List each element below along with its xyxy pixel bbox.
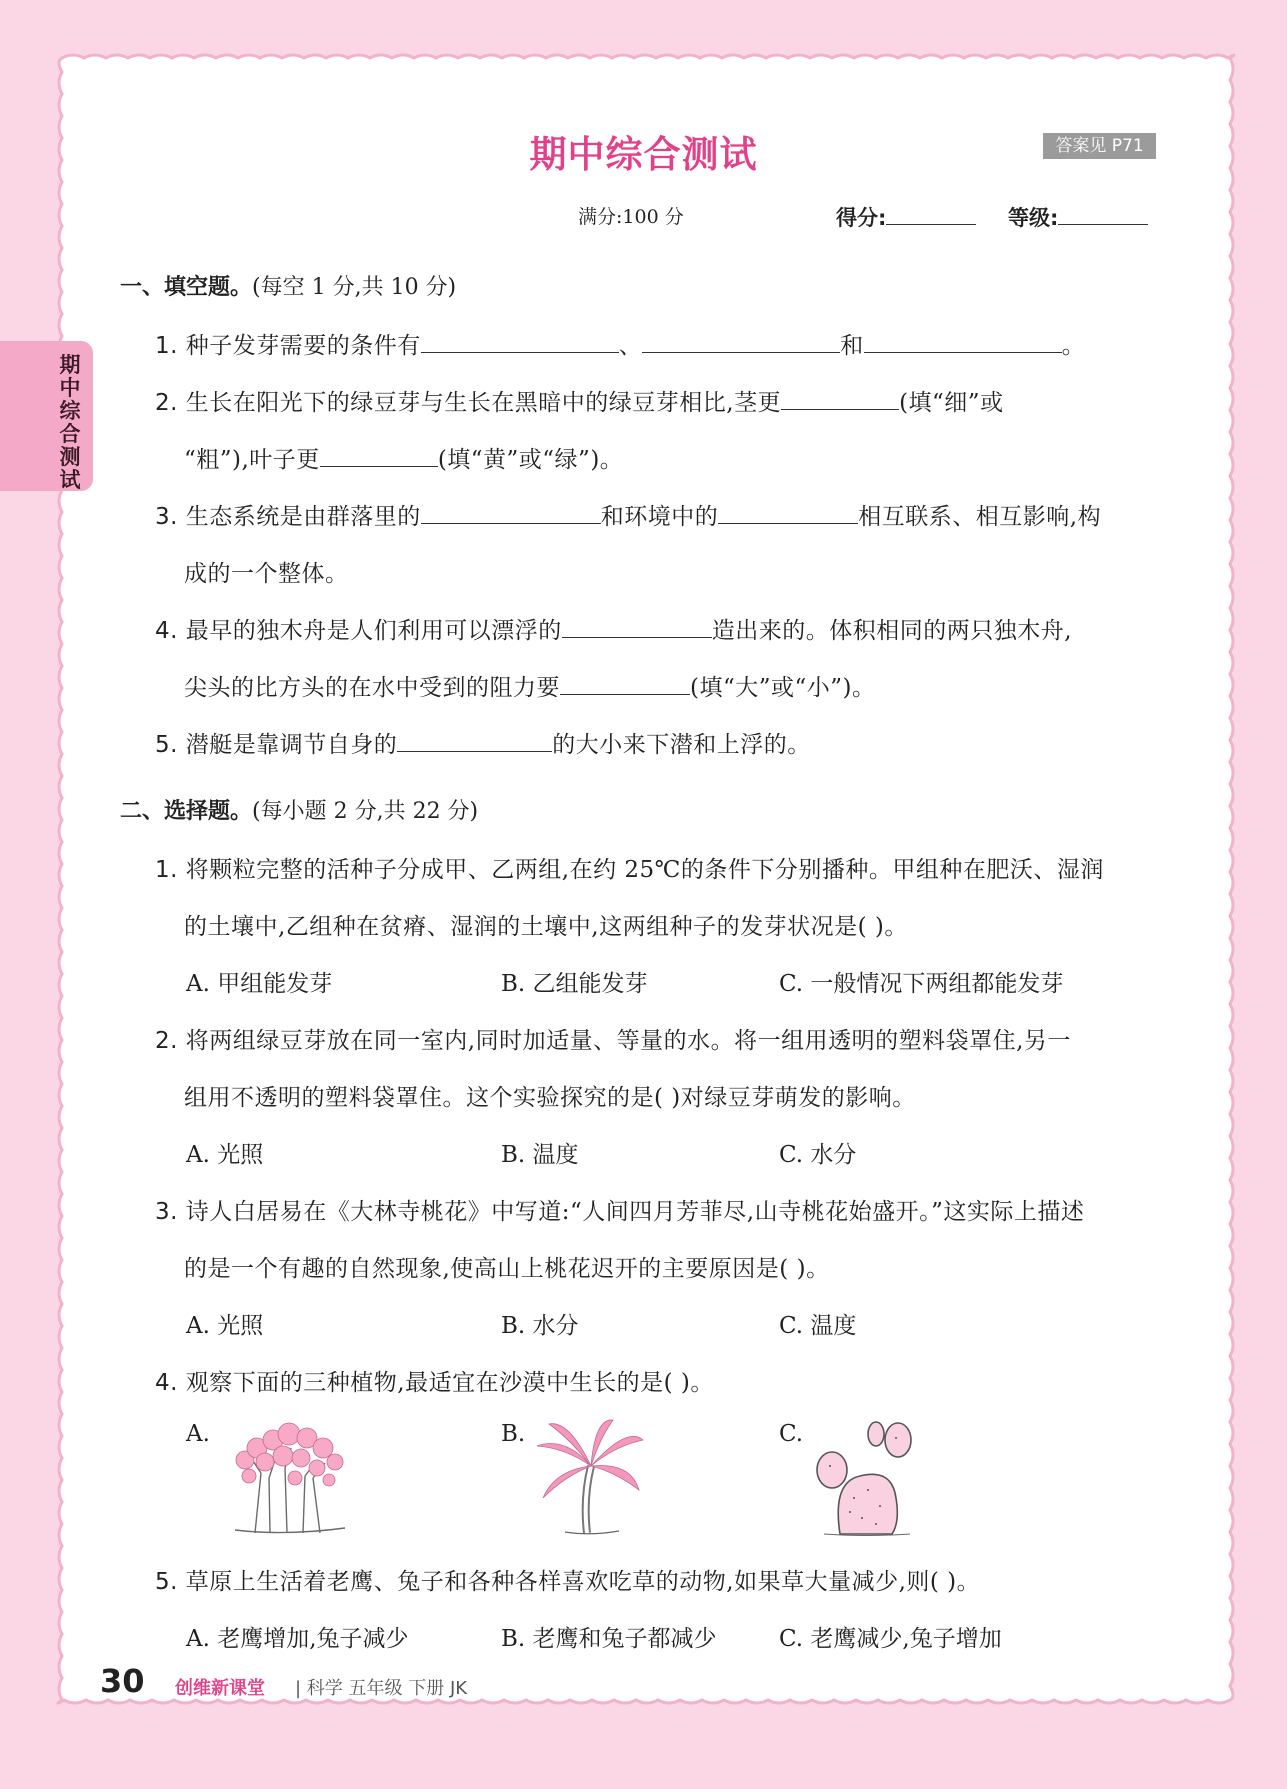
s2-q4-line1 (155, 1364, 714, 1397)
s1-q3-line2 (184, 555, 349, 588)
question-text: 最早的独木舟是人们利用可以漂浮的 (185, 618, 562, 644)
answer-blank[interactable] (642, 328, 840, 353)
section2-note: (每小题 2 分,共 22 分) (252, 799, 479, 824)
question-text: 种子发芽需要的条件有 (185, 333, 421, 359)
full-score: 满分:100 分 (578, 206, 684, 228)
score-field (836, 200, 976, 232)
question-text: “粗”),叶子更 (184, 447, 320, 473)
question-text: 观察下面的三种植物,最适宜在沙漠中生长的是( )。 (185, 1370, 714, 1396)
question-text: 诗人白居易在《大林寺桃花》中写道:“人间四月芳菲尽,山寺桃花始盛开。”这实际上描述 (185, 1199, 1085, 1225)
s1-q3-line1 (155, 498, 1101, 531)
s2-q1-line2 (184, 908, 908, 941)
section2-heading (120, 794, 478, 825)
question-text: 成的一个整体。 (184, 561, 349, 587)
question-text: 和环境中的 (600, 504, 719, 530)
question-text: (填“黄”或“绿”)。 (437, 447, 624, 473)
score-label: 得分: (836, 206, 887, 230)
question-number: 1. (155, 857, 178, 883)
score-row (578, 202, 1157, 232)
option-a[interactable]: A. 甲组能发芽 (186, 971, 333, 997)
score-blank[interactable] (886, 200, 976, 225)
option-b[interactable]: B. (501, 1421, 526, 1447)
answer-blank[interactable] (718, 499, 858, 524)
question-number: 2. (155, 1028, 178, 1054)
question-text: 的是一个有趣的自然现象,使高山上桃花迟开的主要原因是( )。 (184, 1256, 830, 1282)
question-number: 5. (155, 1569, 178, 1595)
footer-brand: 创维新课堂 (175, 1678, 265, 1699)
option-b[interactable]: B. 乙组能发芽 (501, 971, 648, 997)
answer-reference-badge: 答案见 P71 (1043, 133, 1156, 159)
question-text: 和 (840, 333, 864, 359)
grade-blank[interactable] (1058, 200, 1148, 225)
page-footer (100, 1662, 800, 1706)
option-a[interactable]: A. 光照 (186, 1313, 264, 1339)
question-text: 生长在阳光下的绿豆芽与生长在黑暗中的绿豆芽相比,茎更 (185, 390, 782, 416)
s2-q3-line2 (184, 1250, 830, 1283)
s2-q5-line1 (155, 1563, 980, 1596)
s2-q2-line1 (155, 1022, 1071, 1055)
grade-label: 等级: (1008, 206, 1059, 230)
option-c[interactable]: C. 老鹰减少,兔子增加 (779, 1626, 1002, 1652)
option-b[interactable]: B. 温度 (501, 1142, 579, 1168)
question-text: 相互联系、相互影响,构 (858, 504, 1102, 530)
side-tab-label: 期中综合测试 (59, 353, 81, 492)
question-text: 组用不透明的塑料袋罩住。这个实验探究的是( )对绿豆芽萌发的影响。 (184, 1085, 916, 1111)
question-number: 1. (155, 333, 178, 359)
answer-blank[interactable] (421, 328, 619, 353)
section1-heading (120, 270, 456, 301)
answer-blank[interactable] (421, 499, 601, 524)
question-text: 生态系统是由群落里的 (185, 504, 421, 530)
question-number: 3. (155, 504, 178, 530)
s1-q2-line1 (155, 384, 1004, 417)
palm-tree-icon (535, 1418, 645, 1536)
question-text: (填“大”或“小”)。 (690, 675, 876, 701)
question-number: 3. (155, 1199, 178, 1225)
question-text: 。 (1061, 333, 1086, 359)
grade-field (1008, 200, 1148, 232)
question-text: 将两组绿豆芽放在同一室内,同时加适量、等量的水。将一组用透明的塑料袋罩住,另一 (185, 1028, 1071, 1054)
s1-q1 (155, 327, 1085, 360)
answer-blank[interactable] (320, 442, 438, 467)
answer-blank[interactable] (397, 727, 552, 752)
question-number: 2. (155, 390, 178, 416)
option-b[interactable]: B. 老鹰和兔子都减少 (501, 1626, 717, 1652)
section2-title: 二、选择题。 (120, 799, 253, 824)
question-number: 4. (155, 1370, 178, 1396)
answer-blank[interactable] (562, 613, 712, 638)
question-text: 尖头的比方头的在水中受到的阻力要 (184, 675, 560, 701)
s2-q1-line1 (155, 851, 1104, 884)
s1-q4-line1 (155, 612, 1072, 645)
answer-blank[interactable] (781, 385, 899, 410)
option-a[interactable]: A. 老鹰增加,兔子减少 (186, 1626, 409, 1652)
page-title: 期中综合测试 (529, 133, 758, 176)
section1-title: 一、填空题。 (120, 275, 253, 300)
option-c[interactable]: C. (779, 1421, 804, 1447)
option-c[interactable]: C. 水分 (779, 1142, 857, 1168)
tree-cluster-icon (225, 1418, 355, 1536)
s2-q2-line2 (184, 1079, 916, 1112)
question-text: (填“细”或 (899, 390, 1004, 416)
answer-blank[interactable] (560, 670, 690, 695)
page-number: 30 (100, 1662, 145, 1700)
footer-meta: | 科学 五年级 下册 JK (295, 1678, 468, 1699)
section1-note: (每空 1 分,共 10 分) (252, 275, 457, 300)
question-text: 的土壤中,乙组种在贫瘠、湿润的土壤中,这两组种子的发芽状况是( )。 (184, 914, 908, 940)
s1-q4-line2 (184, 669, 875, 702)
answer-blank[interactable] (864, 328, 1062, 353)
s2-q3-line1 (155, 1193, 1084, 1226)
option-a[interactable]: A. (186, 1421, 210, 1447)
question-text: 潜艇是靠调节自身的 (185, 732, 398, 758)
question-text: 将颗粒完整的活种子分成甲、乙两组,在约 25℃的条件下分别播种。甲组种在肥沃、湿润 (185, 857, 1104, 883)
option-c[interactable]: C. 温度 (779, 1313, 857, 1339)
s1-q2-line2 (184, 441, 623, 474)
question-text: 造出来的。体积相同的两只独木舟, (711, 618, 1073, 644)
question-number: 4. (155, 618, 178, 644)
option-a[interactable]: A. 光照 (186, 1142, 264, 1168)
option-b[interactable]: B. 水分 (501, 1313, 579, 1339)
option-c[interactable]: C. 一般情况下两组都能发芽 (779, 971, 1064, 997)
question-text: 草原上生活着老鹰、兔子和各种各样喜欢吃草的动物,如果草大量减少,则( )。 (185, 1569, 981, 1595)
question-number: 5. (155, 732, 178, 758)
question-text: 的大小来下潜和上浮的。 (552, 732, 811, 758)
cactus-icon (810, 1418, 920, 1536)
question-text: 、 (618, 333, 643, 359)
s1-q5 (155, 726, 811, 759)
